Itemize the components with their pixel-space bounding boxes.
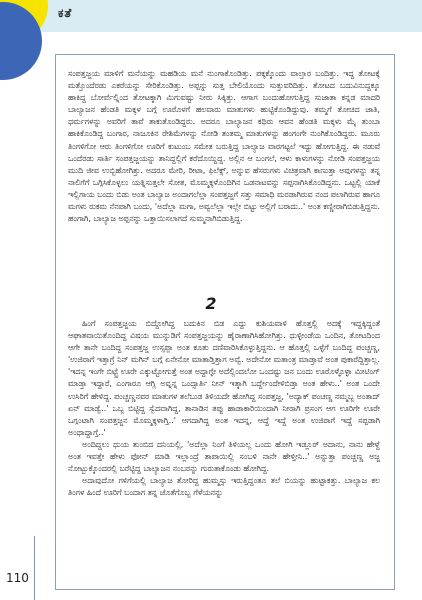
margin-rule	[34, 536, 35, 600]
section-number: 2	[205, 294, 217, 313]
paragraph: ಅದಾವುದೋ ಗಳಿಗೆಯಲ್ಲಿ ಬಾಲ್ಯಾಜ ತೋರಿದ್ದ ಹುಮ್ಮಸ್ಸು ಇರುತ್ತಿದ್ದಂತೂ ತಲೆ ಬಿಯನ್ನು ಹುಟ್ಟಾಕತ್ತು. ಬಾಲ್ಯಾಜ ಕಲ ತಿಂಗಳ ಹಿಂದೆ ಊರಿಗೆ ಬಂದಾಗ ತನ್ನ ಜೊತೆಗೊಬ್ಬ ಗೆಳೆಯನನ್ನು	[68, 476, 380, 498]
page-number: 110	[6, 571, 29, 585]
running-header: ಕತೆ	[58, 6, 73, 20]
paragraph: ಸಂಪತ್ತಜ್ಜಯ ಮಾಳಿಗೆ ಮನೆಯನ್ನು ಮಹಡಿಯ ಮನೆ ನುಂಗಾಕೊಂಡಿತ್ತು. ಪಕ್ಕಕ್ಕೊಂದು ವಾಲ್ತಾರ ಬಂದಿತ್ತು. ಇದ್ದ ತೋಟಕ್ಕೆ ಮತ್ತೊಂದೆರಡು ಎಕರೆಯನ್ನು ಸೇರಿಕೊಂಡಿತ್ತು. ಅಪ್ಪನ್ನು ಸುತ್ತ ಬೇಲಿಯೊಂದು ಸುತ್ತುವರಿದಿತ್ತು. ತೋಟದ ಬದುವಿನುದ್ದಕ್ಕೂ ಹಾಕಿದ್ದ ಬೋರ್ವೆಲ್ನಿಂದ ತೋಟಕ್ಕಾಗಿ ಮಿಗುವಷ್ಟು ನೀರು ಸಿಕ್ಕಿತ್ತು. ಆಗಾಗ ಬಂದುಹೋಗುತ್ತಿದ್ದ ಸುಜಾತಾ ಕನ್ನಡ ಮಾದರಿ ಬಾಲ್ಯಾಜನ ಹೆಂಡತಿ ಮಕ್ಕಳ ಬಗ್ಗೆ ಊರೊಳಗೆ ಹಲವಾರು ಮಾತುಗಳು ಹುಟ್ಟಿಕೊಂಡಿದ್ದುವು. ತಮ್ಮಗೆ ತೋಚಿದ ಜಾತಿ, ಧರ್ಮಗಳನ್ನು ಅವರಿಗೆ ತಾವೆ ತಾಕುತೊಂಡಿದ್ದರು. ಅದರೂ ಬಾಲ್ಯಾಜನ ಕಥಿರು ಆವನ ಹೆಂಡತಿ ಮಕ್ಕಳು ಮೈ ತುಂಬಾ ಹಾಕಿಕೊಂಡಿದ್ದ ಬಂಗಾರ, ನಾಜೂಕಿನ ರೇಶಿಮೆಗಳನ್ನು ನೋಡಿ ತಂತಮ್ಮ ಮಾತುಗಳನ್ನು ಹಂಗಂಗೇ ನುಂಗಿಕೊಂಡಿದ್ದರು. ಮೂರು ತಿಂಗಳಿಗೋ ಆರು ತಿಂಗಳಿಗೋ ಊರಿಗೆ ಕುಟುಂಬ ಸಮೇತ ಬರುತ್ತಿದ್ದ ಬಾಲ್ಯಾಜ ವಾರಗಟ್ಟಲೆ ಇದ್ದು ಹೋಗುತ್ತಿದ್ದ. ಈ ನಡುವೆ ಒಂದೆರಡು ಸಾರ್ತಿ ಸಂಪತ್ತಜ್ಜಯನ್ನು ತಾನಿದ್ದಲ್ಲಿಗೆ ಕರೆದೊಯ್ದಿದ್ದ. ಅಲ್ಲಿನ ಆ ಬಂಗಲೆ, ಆಳು ಕಾಳುಗಳನ್ನು ನೋಡಿ ಸಂಪತ್ತಜ್ಜಯ ಮುದಿ ಜೀವ ಉಬ್ಬಿಹೋಗಿತ್ತು. ಅದರೂ ಮೇರಿ, ರೀಟಾ, ಫಿಲೆಕ್ಸ್, ಅನ್ನುವ ಹೆಸರುಗಳು ವಿಚಿತ್ರವಾಗಿ ಕಾಣುತ್ತಾ ಅವುಗಳನ್ನು ತನ್ನ ನಾಲಿಗೆಗೆ ಒಗ್ಗಿಸಿಕೊಳ್ಳಲು ಯತ್ನಿಸುತ್ತಲೇ ಸೋತ, ಮೊಮ್ಮಕ್ಕಳೊಂದಿಗಿನ ಒಡನಾಟವನ್ನು ಸಪ್ಪನಾಗಿಸಿಕೊಂಡಿದ್ದನು. ಒಟ್ಟಲ್ಲಿ ಯಾಕೆ ಇಲ್ಲಿಗಾಯ ಬಂದು ಬಿಡು ಅಂತ ಬಾಲ್ಯಾಜ ಅಂದಾಗಲೆಲ್ಲಾ ಸಂಪತ್ತಜ್ಜಗೆ ಸತ್ತು ಸಮಾಧಿ ಮರಡಾಗಿರುವ ನಂದ ಪಲಾಗಿರುವ ಹಾಗೂ ಮಗಳು ರುಕಮ ನೆನಪಾಗಿ ಬಂದು, 'ಅದೆಲ್ಲಾ ಮಗಾ, ಅವ್ವಲೆಲ್ಲಾ ಇಲ್ಲೇ ಬಿಟ್ಟು ಅಲ್ಲಿಗೆ ಬರಾದು..' ಅಂತ ಕಣ್ಣೀರಾಗಿಬಿಡುತ್ತಿದ್ದನು. ಹಂಗಾಗಿ, ಬಾಲ್ಯಾಜ ಅಪ್ಪನನ್ನು ಒತ್ತಾಯಿಸಲಾಗದೆ ಸುಮ್ಮನಾಗಿಬಿಡುತ್ತಿದ್ದ.	[68, 69, 380, 224]
paragraph: ಹಿಂಗೆ ಸಂಪತ್ತಜ್ಜಯ ಬಿದ್ದೋಗಿದ್ದ ಬದುಕಿನ ಬಿಡ ಎದ್ದು ಕುಶಿಯವಾಳಿ ಹೊತ್ತಲ್ಲಿ ಅದಕ್ಕೆ ಇದ್ದಕ್ಕಿದ್ದಂತೆ ಆಘಾತವಾಯಿತೊಂದಿದ್ದ ವಿಷಯ ಮುನ್ನುಡಿಗೆ ಸಂಪತ್ತಜ್ಜಯನ್ನು ಹೈರಾಣಾಗಿಸಿಹೋಗಿತ್ತು. ಧುಳ್ಳೀಂಡೆಯ ಒಂದಿನ, ತೋಟದಿಂದ ಆಗೇ ತಾನೇ ಬಂದಿದ್ದ ಸಂಪತ್ತಜ್ಜ ಉಸ್ಸಪ್ಪಾ ಅಂತ ಕೂತು ದಣಿವಾರಿಸಿಕೊಳ್ಳುತ್ತಿದ್ದನು. ಆ ಹೊತ್ತಲ್ಲಿ ಒಳ್ಳೆಗೆ ಬಂದಿದ್ದ ಪಂಚ್ಚಣ್ಣ, 'ಉಜಿರಾಗೆ ಇತ್ತಾಗ್ರೆ ನಿನ್ ಮಗಿನ್ ಬಗ್ಗೆ ಏನೇನೋ ಮಾತಾಡ್ತಿತ್ತಾಗ ಅವ್ವೆ. ಅದೇನೋ ಮತಾಂತ್ರ ಮಾಡ್ತಾವೆ ಅಂತ ಪುಕಾರೆದ್ದಿತ್ತಾಲ್ಲ. 'ಇದನ್ನ ಇಂಗೇ ಬಿಟ್ಟ್ರೆ ಊರೇ ಎಕ್ಕುಟ್ಟೋಗುತ್ತೆ ಅಂತ ಅದ್ದಾಗ್ಳೇ ಅದೆಲ್ಲಿಂದಲೋ ಒಂದಷ್ಟು ಜನ ಬಂದು ಊರೊಳ್ಳೊಳ್ಳಾ ಮೀಟಿಂಗ್ ಮಾಡ್ತಾ ಇದ್ದಾರೆ, ಎಂಗಾರೂ ಆಗ್ಲಿ ಅವ್ನನ್ನ ಒಂದ್ಸಾರ್ತಿ ನೀನ್ ಇತ್ಕಾಗಿ ಬರ್ದ್ದೇಂದೇಳಿಬಿಡ್ತಾ ಅಂತ ಹೇಳು..' ಅಂತ ಒಂದೇ ಉಸಿರಿಗೆ ಹೇಳಿದ್ದ. ಪಂಚ್ಚಣ್ಣನವರ ಮಾತುಗಳ ತಲೆಬುಡ ತಿಳಿಯದೇ ಹೋಗಿದ್ದ ಸಂಪತ್ತಜ್ಜ, 'ಅದ್ಯಾಕ್ ಪಂಚಣ್ಣ ನಮ್ಮಬ್ಬ ಅಂತಾದ್ ಏನ್ ಮಾಡ್ವೆ..' ಒಬ್ಬ ಬಿಟ್ಟಿದ್ದ ಸ್ವೆದವಾಗಿದ್ದ, ತಾನಾಡಿನ ತಪ್ಪು ಹಾಡಾಕಾರಿಯಿಂದಾಗಿ ನೀರಾಗಿ ಪ್ರಸಂಗ ಆಗ ಊರಿಗೇ ಊರೇ ಒಗ್ಗಂಟಾಗಿ ಸಂಪತ್ತಜ್ಜನ ಮೊಮ್ಮಕ್ಕಳಾಗ್ತಿ..' ಆಗದಾಗಿದ್ದ ಅಂತ ಇದನ್ನ, ಆದ್ದೆ ಇದ್ದೆ ಅಂತ ಉಜಿರಾಗೆ ಇದ್ದೆ ಸಪ್ಪಡಾಗಿ ಅಂಥಾದ್ದಾಗ್ತೆ..'	[68, 319, 380, 437]
body-text-top	[68, 68, 380, 225]
paragraph: ಅಂದಿದ್ದಲು ಧುಯ ತುಂಬಿದ ದನಿಯಲ್ಲಿ, 'ಅದೆಲ್ಲಾ ನಿಂಗೆ ತಿಳಿಯಲ್ಲ ಒಂದು ಹೋಗಿ ಇಡ್ಲೂರ್ ಅದಾನು, ನಾನು ಹೇಳ್ದೆ ಅಂತ ಇವತ್ತೇ ಹೇಳು ಫೋನ್ ಮಾಡಿ ಇಲ್ಲಾಂದ್ರೆ ತಾಪಾಯಿಲ್ಲಿ ಸಂಬಳಿ ನಾನೇ ಹೇಳ್ತೀನಿ..' ಅನ್ನುತ್ತಾ ಪಂಚ್ಚಣ್ಣ ಅಜ್ಜ ನೋಟ್ಬುಕ್ಕೊಂದರಲ್ಲಿ ಬರೆಟ್ಟಿದ್ದ ಬಾಲ್ಯಾಜನ ನಂಬರನ್ನು ಗುರುತಾಕೊಂಡು ಹೋಗಿದ್ದ.	[68, 439, 380, 474]
body-text-bottom	[68, 318, 380, 499]
